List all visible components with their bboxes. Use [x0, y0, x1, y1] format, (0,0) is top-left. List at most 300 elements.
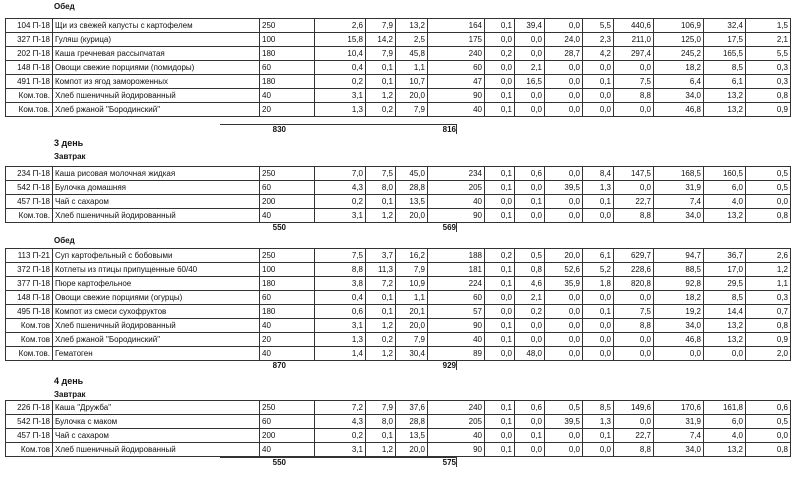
iron-cell: 2,0: [746, 347, 791, 361]
vit-b1-cell: 0,1: [485, 103, 515, 117]
section-title: Обед: [54, 2, 75, 11]
portion-weight-cell: 100: [260, 33, 315, 47]
energy-kcal-cell: 205: [428, 415, 485, 429]
iron-cell: 0,6: [746, 401, 791, 415]
dish-name-cell: Булочка домашняя: [53, 181, 260, 195]
portion-weight-cell: 40: [260, 347, 315, 361]
portion-weight-cell: 250: [260, 401, 315, 415]
phosphorus-cell: 245,2: [654, 47, 704, 61]
magnesium-cell: 32,4: [704, 19, 746, 33]
recipe-code-cell: 372 П-18: [6, 263, 53, 277]
vit-e-cell: 0,0: [583, 319, 614, 333]
vit-a-cell: 24,0: [545, 33, 583, 47]
vit-e-cell: 8,4: [583, 167, 614, 181]
portion-weight-cell: 250: [260, 249, 315, 263]
dish-name-cell: Хлеб пшеничный йодированный: [53, 89, 260, 103]
protein-cell: 1,4: [315, 347, 366, 361]
iron-cell: 0,8: [746, 443, 791, 457]
vit-a-cell: 28,7: [545, 47, 583, 61]
recipe-code-cell: 148 П-18: [6, 291, 53, 305]
magnesium-cell: 36,7: [704, 249, 746, 263]
table-row: [6, 19, 791, 33]
dish-name-cell: Хлеб пшеничный йодированный: [53, 209, 260, 223]
section-title: Обед: [54, 236, 75, 245]
vit-c-cell: 0,6: [515, 401, 545, 415]
vit-e-cell: 4,2: [583, 47, 614, 61]
recipe-code-cell: 542 П-18: [6, 415, 53, 429]
magnesium-cell: 13,2: [704, 89, 746, 103]
phosphorus-cell: 170,6: [654, 401, 704, 415]
fat-cell: 0,2: [366, 103, 396, 117]
table-row: [6, 47, 791, 61]
portion-weight-cell: 40: [260, 209, 315, 223]
energy-kcal-cell: 164: [428, 19, 485, 33]
magnesium-cell: 165,5: [704, 47, 746, 61]
vit-b1-cell: 0,0: [485, 195, 515, 209]
calcium-cell: 7,5: [614, 75, 654, 89]
vit-b1-cell: 0,1: [485, 415, 515, 429]
table-row: [6, 347, 791, 361]
magnesium-cell: 8,5: [704, 291, 746, 305]
protein-cell: 0,6: [315, 305, 366, 319]
vit-a-cell: 0,0: [545, 103, 583, 117]
fat-cell: 3,7: [366, 249, 396, 263]
fat-cell: 0,1: [366, 75, 396, 89]
vit-c-cell: 0,0: [515, 103, 545, 117]
portion-weight-cell: 60: [260, 291, 315, 305]
vit-b1-cell: 0,1: [485, 209, 515, 223]
energy-kcal-cell: 40: [428, 429, 485, 443]
magnesium-cell: 6,0: [704, 181, 746, 195]
table-row: [6, 429, 791, 443]
protein-cell: 3,1: [315, 443, 366, 457]
vit-c-cell: 16,5: [515, 75, 545, 89]
calcium-cell: 22,7: [614, 195, 654, 209]
table-row: [6, 415, 791, 429]
vit-e-cell: 1,3: [583, 415, 614, 429]
magnesium-cell: 17,0: [704, 263, 746, 277]
phosphorus-cell: 106,9: [654, 19, 704, 33]
magnesium-cell: 0,0: [704, 347, 746, 361]
section-title: Завтрак: [54, 390, 86, 399]
section-title: Завтрак: [54, 152, 86, 161]
iron-cell: 1,1: [746, 277, 791, 291]
carbs-cell: 13,5: [396, 195, 428, 209]
dish-name-cell: Булочка с маком: [53, 415, 260, 429]
dish-name-cell: Чай с сахаром: [53, 429, 260, 443]
menu-table: [5, 18, 791, 117]
magnesium-cell: 161,8: [704, 401, 746, 415]
phosphorus-cell: 19,2: [654, 305, 704, 319]
iron-cell: 0,5: [746, 181, 791, 195]
protein-cell: 7,2: [315, 401, 366, 415]
fat-cell: 0,2: [366, 333, 396, 347]
vit-b1-cell: 0,2: [485, 47, 515, 61]
magnesium-cell: 13,2: [704, 333, 746, 347]
dish-name-cell: Гематоген: [53, 347, 260, 361]
total-kcal: 816: [442, 125, 456, 134]
iron-cell: 2,6: [746, 249, 791, 263]
vit-e-cell: 0,0: [583, 103, 614, 117]
fat-cell: 0,1: [366, 305, 396, 319]
calcium-cell: 0,0: [614, 415, 654, 429]
iron-cell: 0,0: [746, 195, 791, 209]
carbs-cell: 20,0: [396, 209, 428, 223]
fat-cell: 0,1: [366, 61, 396, 75]
vit-c-cell: 4,6: [515, 277, 545, 291]
fat-cell: 0,1: [366, 291, 396, 305]
vit-e-cell: 1,8: [583, 277, 614, 291]
table-row: [6, 277, 791, 291]
fat-cell: 7,5: [366, 167, 396, 181]
vit-b1-cell: 0,1: [485, 19, 515, 33]
magnesium-cell: 4,0: [704, 429, 746, 443]
protein-cell: 0,2: [315, 195, 366, 209]
iron-cell: 5,5: [746, 47, 791, 61]
day-title: 3 день: [54, 138, 84, 148]
recipe-code-cell: 148 П-18: [6, 61, 53, 75]
portion-weight-cell: 180: [260, 305, 315, 319]
dish-name-cell: Хлеб пшеничный йодированный: [53, 443, 260, 457]
vit-b1-cell: 0,1: [485, 443, 515, 457]
iron-cell: 0,8: [746, 209, 791, 223]
protein-cell: 7,5: [315, 249, 366, 263]
energy-kcal-cell: 234: [428, 167, 485, 181]
calcium-cell: 8,8: [614, 209, 654, 223]
fat-cell: 1,2: [366, 89, 396, 103]
vit-b1-cell: 0,0: [485, 291, 515, 305]
protein-cell: 1,3: [315, 103, 366, 117]
calcium-cell: 629,7: [614, 249, 654, 263]
calcium-cell: 147,5: [614, 167, 654, 181]
phosphorus-cell: 88,5: [654, 263, 704, 277]
phosphorus-cell: 18,2: [654, 61, 704, 75]
vit-c-cell: 0,5: [515, 249, 545, 263]
table-row: [6, 75, 791, 89]
protein-cell: 4,3: [315, 415, 366, 429]
carbs-cell: 13,5: [396, 429, 428, 443]
vit-e-cell: 0,1: [583, 195, 614, 209]
iron-cell: 0,7: [746, 305, 791, 319]
table-row: [6, 401, 791, 415]
menu-table: [5, 400, 791, 457]
vit-c-cell: 0,0: [515, 333, 545, 347]
table-row: [6, 249, 791, 263]
carbs-cell: 30,4: [396, 347, 428, 361]
protein-cell: 10,4: [315, 47, 366, 61]
dish-name-cell: Хлеб ржаной "Бородинский": [53, 103, 260, 117]
table-row: [6, 209, 791, 223]
vit-a-cell: 0,0: [545, 305, 583, 319]
menu-table: [5, 166, 791, 223]
iron-cell: 0,8: [746, 89, 791, 103]
protein-cell: 0,2: [315, 429, 366, 443]
energy-kcal-cell: 188: [428, 249, 485, 263]
vit-e-cell: 0,0: [583, 333, 614, 347]
vit-a-cell: 0,0: [545, 429, 583, 443]
portion-weight-cell: 100: [260, 263, 315, 277]
iron-cell: 0,5: [746, 167, 791, 181]
recipe-code-cell: 202 П-18: [6, 47, 53, 61]
carbs-cell: 7,9: [396, 333, 428, 347]
protein-cell: 4,3: [315, 181, 366, 195]
phosphorus-cell: 46,8: [654, 333, 704, 347]
dish-name-cell: Компот из ягод замороженных: [53, 75, 260, 89]
table-row: [6, 291, 791, 305]
vit-a-cell: 20,0: [545, 249, 583, 263]
vit-b1-cell: 0,0: [485, 61, 515, 75]
vit-a-cell: 0,0: [545, 195, 583, 209]
vit-b1-cell: 0,0: [485, 347, 515, 361]
phosphorus-cell: 125,0: [654, 33, 704, 47]
vit-a-cell: 0,0: [545, 89, 583, 103]
phosphorus-cell: 168,5: [654, 167, 704, 181]
protein-cell: 3,1: [315, 89, 366, 103]
recipe-code-cell: Ком.тов: [6, 319, 53, 333]
magnesium-cell: 8,5: [704, 61, 746, 75]
energy-kcal-cell: 40: [428, 103, 485, 117]
vit-c-cell: 0,1: [515, 195, 545, 209]
vit-c-cell: 0,0: [515, 89, 545, 103]
protein-cell: 3,1: [315, 319, 366, 333]
vit-b1-cell: 0,1: [485, 263, 515, 277]
recipe-code-cell: 457 П-18: [6, 195, 53, 209]
vit-a-cell: 0,0: [545, 209, 583, 223]
calcium-cell: 297,4: [614, 47, 654, 61]
portion-weight-cell: 20: [260, 103, 315, 117]
portion-weight-cell: 180: [260, 277, 315, 291]
calcium-cell: 0,0: [614, 61, 654, 75]
table-row: [6, 89, 791, 103]
vit-c-cell: 0,0: [515, 181, 545, 195]
phosphorus-cell: 34,0: [654, 209, 704, 223]
energy-kcal-cell: 175: [428, 33, 485, 47]
carbs-cell: 28,8: [396, 415, 428, 429]
vit-a-cell: 35,9: [545, 277, 583, 291]
vit-e-cell: 1,3: [583, 181, 614, 195]
vit-a-cell: 0,0: [545, 443, 583, 457]
carbs-cell: 37,6: [396, 401, 428, 415]
vit-e-cell: 0,0: [583, 61, 614, 75]
magnesium-cell: 13,2: [704, 103, 746, 117]
energy-kcal-cell: 90: [428, 209, 485, 223]
protein-cell: 0,4: [315, 61, 366, 75]
portion-weight-cell: 180: [260, 47, 315, 61]
calcium-cell: 8,8: [614, 443, 654, 457]
protein-cell: 0,2: [315, 75, 366, 89]
table-row: [6, 181, 791, 195]
magnesium-cell: 4,0: [704, 195, 746, 209]
iron-cell: 0,9: [746, 103, 791, 117]
recipe-code-cell: 327 П-18: [6, 33, 53, 47]
portion-weight-cell: 60: [260, 415, 315, 429]
vit-a-cell: 0,0: [545, 347, 583, 361]
phosphorus-cell: 31,9: [654, 181, 704, 195]
vit-c-cell: 2,1: [515, 61, 545, 75]
recipe-code-cell: 495 П-18: [6, 305, 53, 319]
portion-weight-cell: 250: [260, 19, 315, 33]
dish-name-cell: Овощи свежие порциями (помидоры): [53, 61, 260, 75]
total-kcal: 929: [442, 361, 456, 370]
fat-cell: 7,9: [366, 19, 396, 33]
magnesium-cell: 6,1: [704, 75, 746, 89]
total-weight: 870: [272, 361, 286, 370]
portion-weight-cell: 40: [260, 89, 315, 103]
carbs-cell: 1,1: [396, 61, 428, 75]
vit-b1-cell: 0,0: [485, 75, 515, 89]
calcium-cell: 0,0: [614, 291, 654, 305]
iron-cell: 0,3: [746, 61, 791, 75]
vit-a-cell: 39,5: [545, 181, 583, 195]
total-weight: 550: [272, 458, 286, 467]
recipe-code-cell: 377 П-18: [6, 277, 53, 291]
table-row: [6, 33, 791, 47]
portion-weight-cell: 40: [260, 443, 315, 457]
recipe-code-cell: 457 П-18: [6, 429, 53, 443]
energy-kcal-cell: 224: [428, 277, 485, 291]
protein-cell: 8,8: [315, 263, 366, 277]
dish-name-cell: Пюре картофельное: [53, 277, 260, 291]
energy-kcal-cell: 240: [428, 401, 485, 415]
calcium-cell: 22,7: [614, 429, 654, 443]
calcium-cell: 0,0: [614, 333, 654, 347]
phosphorus-cell: 18,2: [654, 291, 704, 305]
menu-table: [5, 248, 791, 361]
dish-name-cell: Хлеб ржаной "Бородинский": [53, 333, 260, 347]
energy-kcal-cell: 60: [428, 291, 485, 305]
vit-a-cell: 0,0: [545, 75, 583, 89]
magnesium-cell: 13,2: [704, 319, 746, 333]
carbs-cell: 20,1: [396, 305, 428, 319]
energy-kcal-cell: 89: [428, 347, 485, 361]
recipe-code-cell: Ком.тов.: [6, 103, 53, 117]
recipe-code-cell: 104 П-18: [6, 19, 53, 33]
vit-e-cell: 0,1: [583, 75, 614, 89]
vit-c-cell: 0,0: [515, 415, 545, 429]
recipe-code-cell: 226 П-18: [6, 401, 53, 415]
protein-cell: 0,4: [315, 291, 366, 305]
vit-c-cell: 0,8: [515, 263, 545, 277]
vit-a-cell: 0,0: [545, 333, 583, 347]
fat-cell: 0,1: [366, 195, 396, 209]
energy-kcal-cell: 60: [428, 61, 485, 75]
vit-a-cell: 39,5: [545, 415, 583, 429]
energy-kcal-cell: 90: [428, 89, 485, 103]
carbs-cell: 7,9: [396, 103, 428, 117]
calcium-cell: 228,6: [614, 263, 654, 277]
energy-kcal-cell: 90: [428, 319, 485, 333]
vit-b1-cell: 0,1: [485, 277, 515, 291]
vit-b1-cell: 0,1: [485, 181, 515, 195]
magnesium-cell: 14,4: [704, 305, 746, 319]
magnesium-cell: 13,2: [704, 209, 746, 223]
recipe-code-cell: 234 П-18: [6, 167, 53, 181]
recipe-code-cell: 113 П-21: [6, 249, 53, 263]
dish-name-cell: Каша гречневая рассыпчатая: [53, 47, 260, 61]
table-row: [6, 333, 791, 347]
vit-c-cell: 39,4: [515, 19, 545, 33]
carbs-cell: 7,9: [396, 263, 428, 277]
dish-name-cell: Щи из свежей капусты с картофелем: [53, 19, 260, 33]
vit-a-cell: 0,0: [545, 167, 583, 181]
vit-c-cell: 2,1: [515, 291, 545, 305]
phosphorus-cell: 34,0: [654, 89, 704, 103]
dish-name-cell: Каша "Дружба": [53, 401, 260, 415]
phosphorus-cell: 34,0: [654, 443, 704, 457]
phosphorus-cell: 46,8: [654, 103, 704, 117]
protein-cell: 2,6: [315, 19, 366, 33]
fat-cell: 7,2: [366, 277, 396, 291]
iron-cell: 0,8: [746, 319, 791, 333]
magnesium-cell: 160,5: [704, 167, 746, 181]
carbs-cell: 16,2: [396, 249, 428, 263]
recipe-code-cell: Ком.тов.: [6, 89, 53, 103]
table-row: [6, 319, 791, 333]
carbs-cell: 13,2: [396, 19, 428, 33]
phosphorus-cell: 94,7: [654, 249, 704, 263]
vit-e-cell: 0,0: [583, 443, 614, 457]
fat-cell: 1,2: [366, 443, 396, 457]
vit-b1-cell: 0,0: [485, 305, 515, 319]
iron-cell: 0,3: [746, 291, 791, 305]
recipe-code-cell: Ком.тов.: [6, 209, 53, 223]
dish-name-cell: Гуляш (курица): [53, 33, 260, 47]
fat-cell: 7,9: [366, 47, 396, 61]
energy-kcal-cell: 240: [428, 47, 485, 61]
total-kcal: 575: [442, 458, 456, 467]
vit-a-cell: 52,6: [545, 263, 583, 277]
total-kcal: 569: [442, 223, 456, 232]
carbs-cell: 10,9: [396, 277, 428, 291]
energy-kcal-cell: 205: [428, 181, 485, 195]
recipe-code-cell: 491 П-18: [6, 75, 53, 89]
vit-c-cell: 0,0: [515, 443, 545, 457]
vit-b1-cell: 0,0: [485, 429, 515, 443]
total-weight: 830: [272, 125, 286, 134]
table-row: [6, 443, 791, 457]
phosphorus-cell: 7,4: [654, 429, 704, 443]
vit-e-cell: 0,0: [583, 347, 614, 361]
fat-cell: 1,2: [366, 319, 396, 333]
dish-name-cell: Котлеты из птицы припущенные 60/40: [53, 263, 260, 277]
carbs-cell: 20,0: [396, 319, 428, 333]
vit-c-cell: 0,0: [515, 209, 545, 223]
vit-c-cell: 0,1: [515, 429, 545, 443]
portion-weight-cell: 250: [260, 167, 315, 181]
dish-name-cell: Каша рисовая молочная жидкая: [53, 167, 260, 181]
vit-a-cell: 0,0: [545, 319, 583, 333]
vit-e-cell: 8,5: [583, 401, 614, 415]
iron-cell: 1,2: [746, 263, 791, 277]
vit-b1-cell: 0,1: [485, 167, 515, 181]
carbs-cell: 10,7: [396, 75, 428, 89]
calcium-cell: 8,8: [614, 89, 654, 103]
calcium-cell: 440,6: [614, 19, 654, 33]
total-weight: 550: [272, 223, 286, 232]
magnesium-cell: 6,0: [704, 415, 746, 429]
vit-e-cell: 0,0: [583, 89, 614, 103]
calcium-cell: 149,6: [614, 401, 654, 415]
magnesium-cell: 13,2: [704, 443, 746, 457]
vit-c-cell: 0,0: [515, 33, 545, 47]
phosphorus-cell: 92,8: [654, 277, 704, 291]
portion-weight-cell: 40: [260, 319, 315, 333]
phosphorus-cell: 34,0: [654, 319, 704, 333]
vit-e-cell: 6,1: [583, 249, 614, 263]
energy-kcal-cell: 90: [428, 443, 485, 457]
protein-cell: 7,0: [315, 167, 366, 181]
protein-cell: 3,1: [315, 209, 366, 223]
